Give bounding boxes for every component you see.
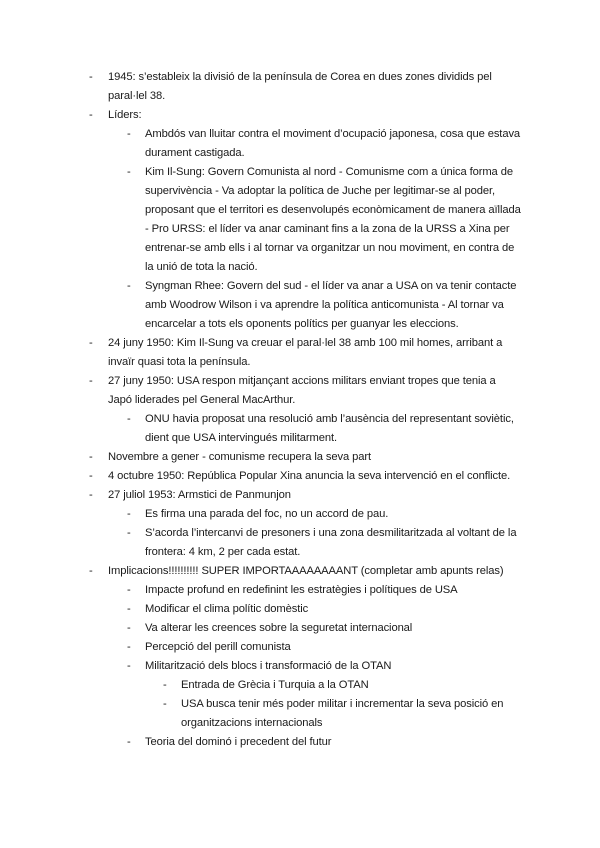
bullet-dash: - (89, 470, 93, 482)
list-item (0, 448, 518, 467)
list-item-text: Teoria del dominó i precedent del futur (145, 736, 332, 748)
list-item-text: Implicacions!!!!!!!!!! SUPER IMPORTAAAAAAAANT (completar amb apunts relas) (108, 565, 504, 577)
list-item (0, 562, 518, 581)
list-item-text: ONU havia proposat una resolució amb l’ausència del representant soviètic, dient que USA intervingués militarment. (145, 413, 514, 444)
list-item (0, 733, 525, 752)
list-item-text: Militarització dels blocs i transformació de la OTAN (145, 660, 392, 672)
list-item-text: Kim Il-Sung: Govern Comunista al nord - Comunisme com a única forma de supervivència - Va adoptar la política de Juche per legitimar-se al poder, proposant que el territori es desenvolupés econòmicament de manera aïllada - Pro URSS: el líder va anar caminant fins a la zona de la URSS a Xina per entrenar-se amb ells i al tornar va organitzar un nou moviment, en contra de la unió de tota la nació. (145, 166, 521, 273)
list-item (0, 581, 525, 600)
list-item-text: Entrada de Grècia i Turquia a la OTAN (181, 679, 369, 691)
list-item (0, 410, 525, 448)
list-item-text: USA busca tenir més poder militar i incrementar la seva posició en organitzacions internacionals (181, 698, 504, 729)
list-item-text: 1945: s’estableix la divisió de la península de Corea en dues zones dividids pel paral·lel 38. (108, 71, 492, 102)
list-item (0, 486, 518, 505)
bullet-dash: - (127, 603, 131, 615)
bullet-dash: - (163, 679, 167, 691)
bullet-dash: - (89, 71, 93, 83)
bullet-dash: - (89, 375, 93, 387)
bullet-dash: - (89, 451, 93, 463)
list-item-text: 24 juny 1950: Kim Il-Sung va creuar el paral·lel 38 amb 100 mil homes, arribant a invaïr quasi tota la península. (108, 337, 503, 368)
list-item (0, 619, 525, 638)
list-item (0, 505, 525, 524)
bullet-dash: - (127, 641, 131, 653)
list-item (0, 676, 525, 695)
bullet-dash: - (163, 698, 167, 710)
list-item (0, 372, 518, 410)
list-item-text: 4 octubre 1950: República Popular Xina anuncia la seva intervenció en el conflicte. (108, 470, 511, 482)
list-item (0, 695, 525, 733)
bullet-dash: - (127, 660, 131, 672)
list-item (0, 106, 518, 125)
list-item-text: 27 juliol 1953: Armstici de Panmunjon (108, 489, 291, 501)
list-item-text: Líders: (108, 109, 142, 121)
list-item-text: Novembre a gener - comunisme recupera la seva part (108, 451, 372, 463)
list-item (0, 68, 518, 106)
list-item-text: 27 juny 1950: USA respon mitjançant accions militars enviant tropes que tenia a Japó liderades pel General MacArthur. (108, 375, 496, 406)
bullet-dash: - (127, 622, 131, 634)
list-item (0, 334, 518, 372)
list-item (0, 277, 525, 334)
list-item-text: Impacte profund en redefinint les estratègies i polítiques de USA (145, 584, 458, 596)
list-item (0, 524, 525, 562)
list-item (0, 638, 525, 657)
list-item-text: Percepció del perill comunista (145, 641, 291, 653)
list-item (0, 657, 525, 676)
list-item-text: S’acorda l’intercanvi de presoners i una zona desmilitaritzada al voltant de la frontera: 4 km, 2 per cada estat. (145, 527, 517, 558)
bullet-dash: - (127, 413, 131, 425)
bullet-dash: - (127, 280, 131, 292)
list-item (0, 163, 525, 277)
bullet-dash: - (89, 109, 93, 121)
bullet-dash: - (127, 584, 131, 596)
list-item-text: Modificar el clima polític domèstic (145, 603, 309, 615)
bullet-dash: - (127, 527, 131, 539)
list-item-text: Va alterar les creences sobre la seguretat internacional (145, 622, 413, 634)
list-item (0, 600, 525, 619)
bullet-dash: - (127, 508, 131, 520)
bullet-dash: - (127, 736, 131, 748)
bullet-dash: - (127, 166, 131, 178)
bullet-dash: - (89, 337, 93, 349)
list-item-text: Ambdós van lluitar contra el moviment d’ocupació japonesa, cosa que estava durament castigada. (145, 128, 521, 159)
bullet-dash: - (127, 128, 131, 140)
bullet-dash: - (89, 565, 93, 577)
list-item (0, 125, 525, 163)
list-item (0, 467, 518, 486)
bullet-dash: - (89, 489, 93, 501)
list-item-text: Es firma una parada del foc, no un accord de pau. (145, 508, 389, 520)
bullet-list (0, 68, 600, 752)
list-item-text: Syngman Rhee: Govern del sud - el líder va anar a USA on va tenir contacte amb Woodrow Wilson i va aprendre la política anticomunista - Al tornar va encarcelar a tots els oponents polítics per guanyar les eleccions. (145, 280, 517, 330)
